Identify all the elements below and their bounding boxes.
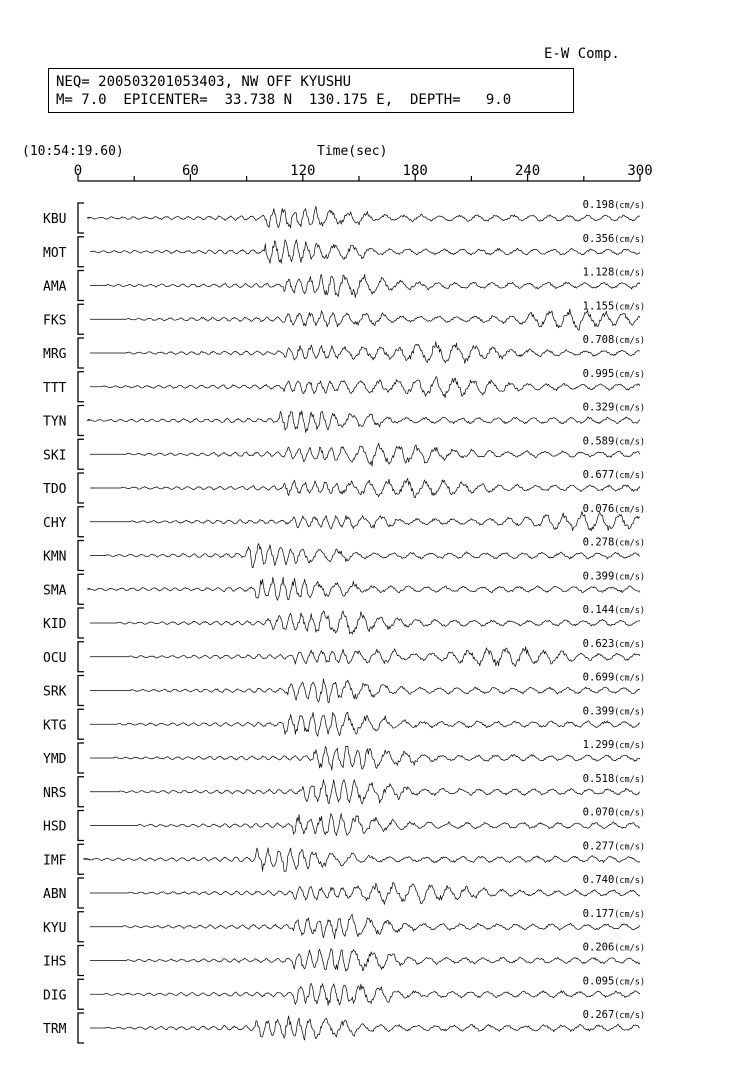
- peak-amplitude-label: 0.740(cm/s): [582, 874, 645, 886]
- station-label: TYN: [43, 414, 67, 430]
- x-tick-label: 0: [73, 163, 83, 179]
- x-tick-label: 180: [402, 163, 428, 179]
- peak-amplitude-label: 0.995(cm/s): [582, 367, 645, 380]
- waveform-trace: [127, 443, 640, 466]
- peak-amplitude-label: 0.699(cm/s): [582, 671, 645, 684]
- peak-amplitude-label: 1.128(cm/s): [582, 266, 645, 279]
- amplitude-scale-bar: [78, 473, 84, 503]
- peak-amplitude-label: 0.518(cm/s): [582, 772, 645, 785]
- station-label: KMN: [43, 549, 67, 565]
- x-tick-label: 60: [181, 163, 199, 179]
- amplitude-scale-bar: [78, 439, 84, 469]
- waveform-trace: [87, 577, 640, 600]
- waveform-trace: [117, 611, 640, 634]
- peak-amplitude-label: 0.356(cm/s): [582, 232, 645, 245]
- event-info-line1: NEQ= 200503201053403, NW OFF KYUSHU: [56, 74, 352, 90]
- station-label: MRG: [43, 347, 67, 362]
- peak-amplitude-label: 1.155(cm/s): [582, 300, 645, 313]
- waveform-trace: [104, 984, 640, 1006]
- station-label: IHS: [43, 954, 67, 970]
- peak-amplitude-label: 0.589(cm/s): [582, 435, 645, 448]
- amplitude-scale-bar: [78, 743, 84, 773]
- peak-amplitude-label: 0.399(cm/s): [582, 570, 645, 583]
- amplitude-scale-bar: [78, 1013, 84, 1043]
- peak-amplitude-label: 0.206(cm/s): [582, 941, 645, 954]
- station-label: FKS: [43, 313, 67, 329]
- amplitude-scale-bar: [78, 878, 84, 908]
- amplitude-scale-bar: [78, 979, 84, 1009]
- station-label: KID: [43, 617, 67, 632]
- amplitude-scale-bar: [78, 811, 84, 841]
- waveform-trace: [91, 240, 640, 264]
- amplitude-scale-bar: [78, 507, 84, 537]
- amplitude-scale-bar: [78, 642, 84, 672]
- amplitude-scale-bar: [78, 777, 84, 807]
- waveform-trace: [87, 411, 640, 433]
- peak-amplitude-label: 0.708(cm/s): [582, 334, 645, 346]
- waveform-trace: [130, 679, 640, 703]
- peak-amplitude-label: 0.677(cm/s): [582, 469, 645, 481]
- peak-amplitude-label: 0.278(cm/s): [582, 536, 645, 549]
- peak-amplitude-label: 0.070(cm/s): [582, 806, 645, 819]
- station-label: KTG: [43, 718, 67, 734]
- x-tick-label: 120: [290, 163, 316, 179]
- event-info-line2: M= 7.0 EPICENTER= 33.738 N 130.175 E, DEPTH= 9.0: [56, 92, 512, 108]
- peak-amplitude-label: 0.329(cm/s): [582, 401, 645, 414]
- station-label: KBU: [43, 212, 67, 227]
- station-label: KYU: [43, 920, 67, 936]
- waveform-trace: [123, 915, 640, 939]
- amplitude-scale-bar: [78, 946, 84, 976]
- amplitude-scale-bar: [78, 608, 84, 638]
- station-label: NRS: [43, 785, 67, 801]
- amplitude-scale-bar: [78, 912, 84, 942]
- waveform-trace: [117, 712, 640, 736]
- station-label: YMD: [43, 752, 67, 767]
- station-label: SKI: [43, 448, 67, 464]
- amplitude-scale-bar: [78, 338, 84, 368]
- x-axis-title: Time(sec): [317, 144, 388, 159]
- station-label: DIG: [43, 988, 67, 1004]
- amplitude-scale-bar: [78, 406, 84, 436]
- waveform-trace: [84, 848, 640, 871]
- waveform-trace: [119, 780, 640, 804]
- station-label: SRK: [43, 684, 67, 700]
- amplitude-scale-bar: [78, 541, 84, 571]
- peak-amplitude-label: 0.144(cm/s): [582, 604, 645, 616]
- waveform-trace: [121, 478, 640, 497]
- station-label: TRM: [43, 1022, 67, 1037]
- amplitude-scale-bar: [78, 676, 84, 706]
- station-label: AMA: [43, 279, 67, 295]
- station-label: IMF: [43, 853, 67, 869]
- component-label: E-W Comp.: [544, 46, 620, 62]
- station-label: TDO: [43, 482, 67, 497]
- station-label: HSD: [43, 819, 67, 835]
- amplitude-scale-bar: [78, 237, 84, 267]
- amplitude-scale-bar: [78, 304, 84, 334]
- amplitude-scale-bar: [78, 574, 84, 604]
- station-label: TTT: [43, 380, 67, 396]
- peak-amplitude-label: 0.198(cm/s): [582, 199, 645, 211]
- start-time-label: (10:54:19.60): [22, 144, 124, 159]
- station-label: SMA: [43, 583, 67, 599]
- waveform-trace: [87, 206, 640, 228]
- station-label: ABN: [43, 887, 67, 902]
- amplitude-scale-bar: [78, 844, 84, 874]
- station-label: MOT: [43, 245, 67, 261]
- peak-amplitude-label: 0.267(cm/s): [582, 1009, 645, 1021]
- x-tick-label: 300: [627, 163, 653, 179]
- waveform-trace: [114, 746, 640, 770]
- peak-amplitude-label: 0.076(cm/s): [582, 502, 645, 515]
- waveform-trace: [106, 274, 640, 297]
- x-tick-label: 240: [514, 163, 541, 179]
- waveform-trace: [102, 377, 640, 398]
- peak-amplitude-label: 0.623(cm/s): [582, 637, 645, 650]
- waveform-trace: [129, 647, 640, 667]
- peak-amplitude-label: 0.399(cm/s): [582, 705, 645, 718]
- waveform-trace: [130, 511, 640, 530]
- waveform-trace: [106, 544, 640, 568]
- peak-amplitude-label: 0.277(cm/s): [582, 840, 645, 853]
- station-label: OCU: [43, 650, 67, 666]
- amplitude-scale-bar: [78, 271, 84, 301]
- waveform-trace: [127, 342, 640, 364]
- peak-amplitude-label: 0.177(cm/s): [582, 907, 645, 920]
- amplitude-scale-bar: [78, 372, 84, 402]
- waveform-trace: [129, 883, 640, 905]
- waveform-trace: [127, 309, 640, 330]
- peak-amplitude-label: 0.095(cm/s): [582, 975, 645, 988]
- station-label: CHY: [43, 515, 67, 531]
- waveform-trace: [127, 949, 640, 971]
- waveform-trace: [138, 814, 640, 836]
- amplitude-scale-bar: [78, 709, 84, 739]
- peak-amplitude-label: 1.299(cm/s): [582, 739, 645, 751]
- amplitude-scale-bar: [78, 203, 84, 233]
- waveform-trace: [106, 1016, 640, 1040]
